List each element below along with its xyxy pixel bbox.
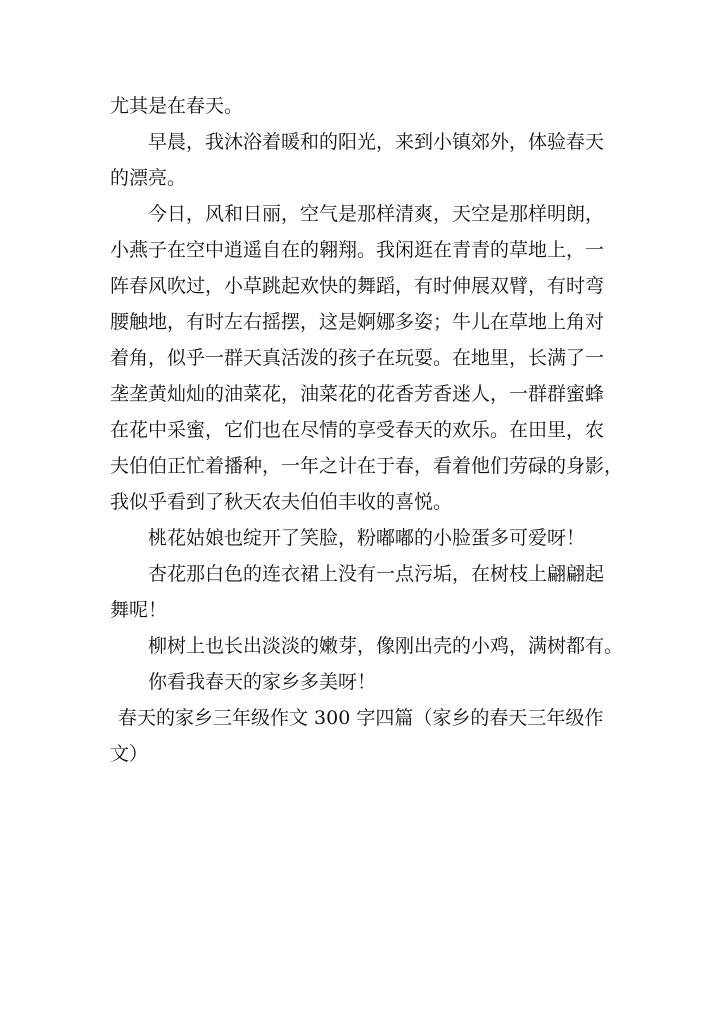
text-line: 柳树上也长出淡淡的嫩芽，像刚出壳的小鸡，满树都有。 xyxy=(148,635,624,657)
text-line: 着角，似乎一群天真活泼的孩子在玩耍。在地里，长满了一 xyxy=(110,347,605,369)
article-title-line: 文） xyxy=(110,743,149,765)
text-line: 早晨，我沐浴着暖和的阳光，来到小镇郊外，体验春天 xyxy=(148,131,605,153)
text-line: 夫伯伯正忙着播种，一年之计在于春，看着他们劳碌的身影， xyxy=(110,455,624,477)
text-line: 你看我春天的家乡多美呀！ xyxy=(148,671,377,693)
text-line: 的漂亮。 xyxy=(110,167,187,189)
text-line: 阵春风吹过，小草跳起欢快的舞蹈，有时伸展双臂，有时弯 xyxy=(110,275,605,297)
text-line: 舞呢！ xyxy=(110,599,168,621)
text-line: 小燕子在空中逍遥自在的翱翔。我闲逛在青青的草地上，一 xyxy=(110,239,605,261)
text-line: 垄垄黄灿灿的油菜花，油菜花的花香芳香迷人，一群群蜜蜂 xyxy=(110,383,605,405)
text-line: 桃花姑娘也绽开了笑脸，粉嘟嘟的小脸蛋多可爱呀！ xyxy=(148,527,586,549)
text-line: 今日，风和日丽，空气是那样清爽，天空是那样明朗， xyxy=(148,203,605,225)
text-line: 杏花那白色的连衣裙上没有一点污垢，在树枝上翩翩起 xyxy=(148,563,605,585)
text-line: 尤其是在春天。 xyxy=(110,95,244,117)
document-body xyxy=(110,88,624,772)
article-title-line: 春天的家乡三年级作文 300 字四篇（家乡的春天三年级作 xyxy=(118,707,604,729)
text-line: 我似乎看到了秋天农夫伯伯丰收的喜悦。 xyxy=(110,491,453,513)
text-line: 在花中采蜜，它们也在尽情的享受春天的欢乐。在田里，农 xyxy=(110,419,605,441)
text-line: 腰触地，有时左右摇摆，这是婀娜多姿；牛儿在草地上角对 xyxy=(110,311,605,333)
